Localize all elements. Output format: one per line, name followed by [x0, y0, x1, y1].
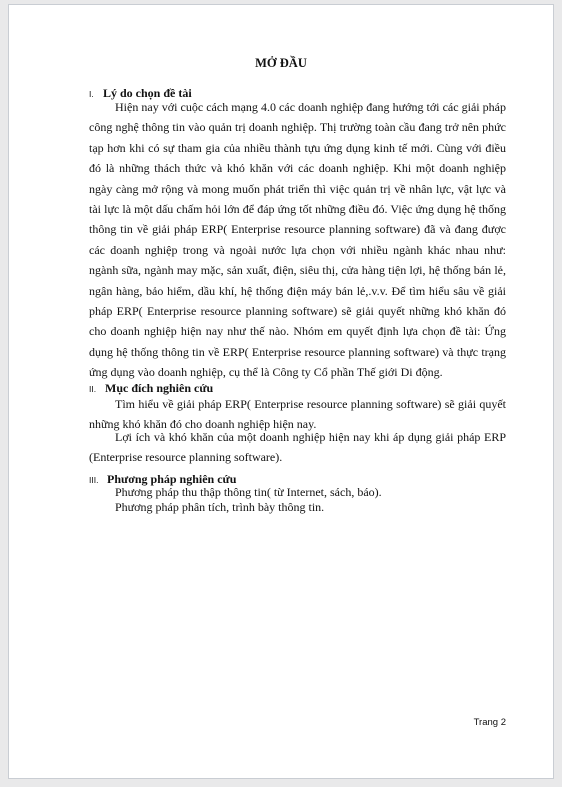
- section-number: II.: [89, 384, 97, 394]
- section-number: I.: [89, 89, 94, 99]
- section-2-paragraph-1: Tìm hiểu về giải pháp ERP( Enterprise resource planning software) sẽ giải quyết những khó khăn đó cho doanh nghiệp hiện nay.: [89, 397, 506, 431]
- document-page: [8, 4, 554, 779]
- section-1-paragraph: Hiện nay với cuộc cách mạng 4.0 các doanh nghiệp đang hướng tới các giải pháp công nghệ thông tin vào quản trị doanh nghiệp. Thị trường toàn cầu đang trở nên phức tạp hơn khi có sự tham gia của nhiều thành tựu ứng dụng kinh tế mới. Cùng với điều đó là những thách thức và khó khăn với các doanh nghiệp. Khi một doanh nghiệp ngày càng mở rộng và mong muốn phát triển thì việc quản trị về nhân lực, vật lực và tài lực là một dấu chấm hỏi lớn để đáp ứng tốt những điều đó. Việc ứng dụng hệ thống thông tin về giải pháp ERP( Enterprise resource planning software) đã và đang được các doanh nghiệp trong và ngoài nước lựa chọn với nhiều ngành khác nhau như: ngành sữa, ngành may mặc, sản xuất, điện, siêu thị, cửa hàng tiện lợi, hệ thống bán lẻ, ngân hàng, bảo hiểm, dầu khí, hệ thống điện máy bán lẻ,.v.v. Để tìm hiểu sâu về giải pháp ERP( Enterprise resource planning software) sẽ giải quyết những khó khăn đó cho doanh nghiệp hiện nay như thế nào. Nhóm em quyết định lựa chọn đề tài: Ứng dụng hệ thống thông tin về ERP( Enterprise resource planning software) và thực trạng ứng dụng vào doanh nghiệp, cụ thể là Công ty Cổ phần Thế giới Di động.: [89, 100, 506, 380]
- method-line-2: Phương pháp phân tích, trình bày thông tin.: [115, 500, 325, 514]
- section-number: III.: [89, 475, 99, 485]
- section-2-paragraph-2: Lợi ích và khó khăn của một doanh nghiệp hiện nay khi áp dụng giải pháp ERP (Enterprise resource planning software).: [89, 430, 506, 464]
- section-title: Mục đích nghiên cứu: [105, 381, 214, 395]
- method-line-1: Phương pháp thu thập thông tin( từ Internet, sách, báo).: [115, 485, 382, 499]
- section-title: Lý do chọn đề tài: [103, 86, 192, 100]
- section-title: Phương pháp nghiên cứu: [107, 472, 237, 486]
- page-number: Trang 2: [473, 717, 506, 728]
- document-title: MỞ ĐẦU: [255, 56, 307, 70]
